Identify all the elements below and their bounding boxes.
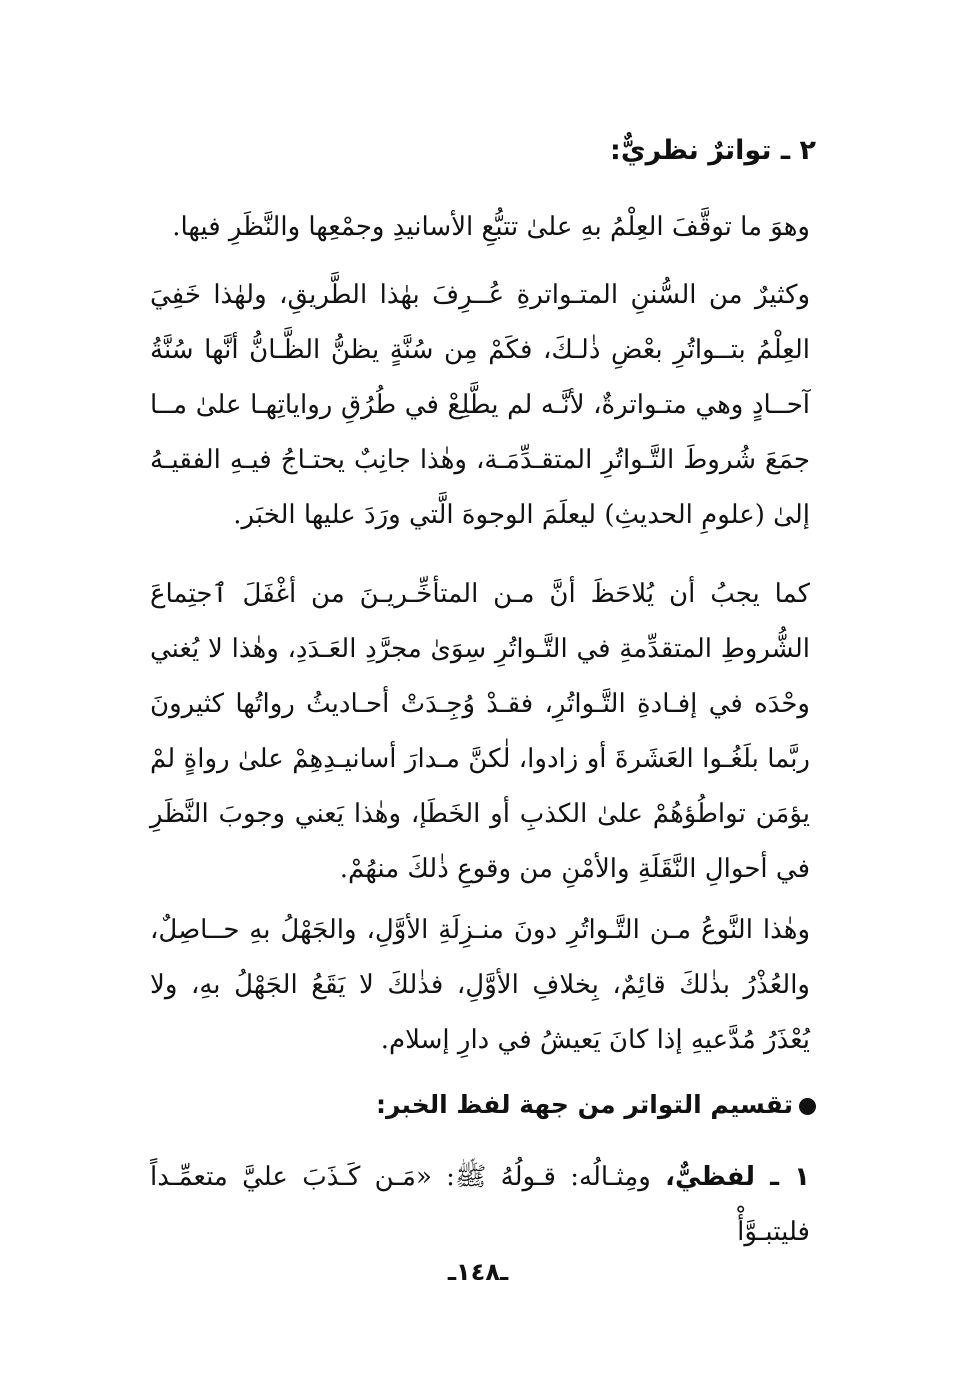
item-lead: ١ ـ لفظيٌّ، <box>665 1162 810 1192</box>
paragraph-rank <box>150 903 810 1068</box>
section-title-text: تقسيم التواتر من جهة لفظ الخبر: <box>375 1090 793 1119</box>
item-text: ومِثـالُه: قـولُهُ ﷺ: «مَـن كَـذَبَ عليَّ متعمِّـداً فليتبـوَّأْ <box>150 1162 810 1247</box>
subsection-heading: ٢ ـ تواترٌ نظريٌّ: <box>610 135 816 166</box>
paragraph-many-sunan <box>150 268 810 543</box>
paragraph-text <box>150 1150 810 1260</box>
paragraph-later-scholars <box>150 567 810 897</box>
page-number: ـ١٤٨ـ <box>447 1258 509 1286</box>
paragraph-text: وهوَ ما توقَّفَ العِلْمُ بهِ علىٰ تتبُّعِ الأسانيدِ وجمْعِها والنَّظَرِ فيها. <box>172 212 810 242</box>
bullet-icon <box>799 1098 816 1115</box>
paragraph-text: وهٰذا النَّوعُ مـن التَّـواتُرِ دونَ منـزِلَةِ الأوَّلِ، والجَهْلُ بهِ حــاصِلٌ، والعُذْرُ بذٰلكَ قائِمٌ، بِخلافِ الأوَّلِ، فذٰلكَ لا يَقَعُ الجَهْلُ بهِ، ولا يُعْذَرُ مُدَّعيهِ إذا كانَ يَعيشُ في دارِ إسلام. <box>150 915 810 1055</box>
section-title <box>376 1090 816 1119</box>
paragraph-verbal-tawatur <box>150 1150 810 1260</box>
paragraph-text: كما يجبُ أن يُلاحَظَ أنَّ مـن المتأخِّـريـنَ من أغْفَلَ ٱجتِماعَ الشُّروطِ المتقدِّمةِ في التَّـواتُرِ سِوَىٰ مجرَّدِ العَـدَدِ، وهٰذا لا يُغني وحْدَه في إفـادةِ التَّـواتُرِ، فقـدْ وُجِـدَتْ أحـاديثُ رواتُها كثيرونَ ربَّما بلَغُـوا العَشَرةَ أو زادوا، لٰكنَّ مـدارَ أسانيـدِهِمْ علىٰ رواةٍ لمْ يؤمَن تواطُؤهُمْ علىٰ الكذبِ أو الخَطَإ، وهٰذا يَعني وجوبَ النَّظَرِ في أحوالِ النَّقَلَةِ والأمْنِ من وقوعِ ذٰلكَ منهُمْ. <box>150 579 810 884</box>
paragraph-definition <box>150 200 810 255</box>
paragraph-text: وكثيرٌ من السُّننِ المتـواترةِ عُــرِفَ بهٰذا الطَّريقِ، ولهٰذا خَفِيَ العِلْمُ بتــواتُرِ بعْضِ ذٰلـكَ، فكَمْ مِن سُنَّةٍ يظنُّ الظَّـانُّ أنَّها سُنَّةُ آحــادٍ وهي متـواترةٌ، لأنَّـه لم يطَّلِعْ في طُرُقِ رواياتِهـا علىٰ مــا جمَعَ شُروطَ التَّـواتُرِ المتقـدِّمَـة، وهٰذا جانِبٌ يحتـاجُ فيـهِ الفقيـهُ إلىٰ (علومِ الحديثِ) ليعلَمَ الوجوهَ الَّتي ورَدَ عليها الخبَر. <box>150 280 810 530</box>
